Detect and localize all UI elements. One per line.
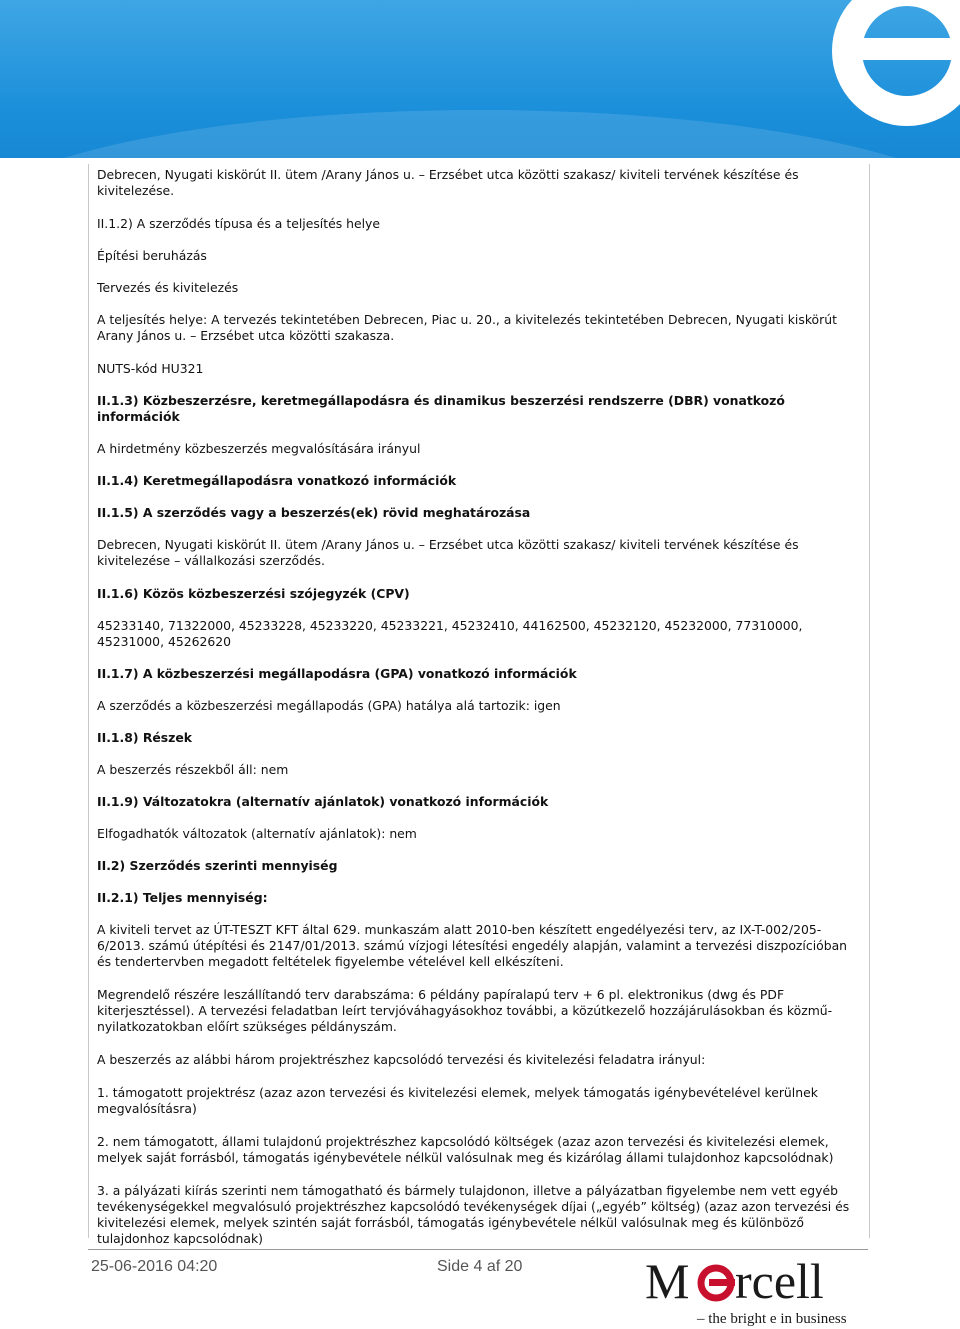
section-heading-short-description: II.1.5) A szerződés vagy a beszerzés(ek) rövid meghatározása bbox=[97, 505, 531, 520]
logo-tagline: – the bright e in business bbox=[697, 1311, 847, 1327]
section-heading-gpa: II.1.7) A közbeszerzési megállapodásra (GPA) vonatkozó információk bbox=[97, 666, 577, 681]
paragraph-project-parts-intro: A beszerzés az alábbi három projektrészhez kapcsolódó tervezési és kivitelezési feladatra irányul: bbox=[97, 1052, 706, 1067]
paragraph-copies: Megrendelő részére leszállítandó terv darabszáma: 6 példány papíralapú terv + 6 pl. elektronikus (dwg és PDF kiterjesztéssel). A tervezési feladatban leírt tervjóváhagyásokhoz további, a közútkezelő hozzájárulásokban és közmű-nyilatkozatokban előírt szükséges példányszám. bbox=[97, 987, 833, 1034]
paragraph-cpv-codes: 45233140, 71322000, 45233228, 45233220, 45233221, 45232410, 44162500, 45232120, 45232000, 77310000, 45231000, 45262620 bbox=[97, 618, 803, 649]
section-heading-framework: II.1.4) Keretmegállapodásra vonatkozó információk bbox=[97, 473, 457, 488]
paragraph-lots: A beszerzés részekből áll: nem bbox=[97, 762, 289, 777]
section-heading-contract-type: II.1.2) A szerződés típusa és a teljesítés helye bbox=[97, 216, 380, 231]
section-heading-quantity: II.2) Szerződés szerinti mennyiség bbox=[97, 858, 338, 873]
marcell-logo bbox=[643, 1252, 868, 1329]
list-item-part-2: 2. nem támogatott, állami tulajdonú projektrészhez kapcsolódó költségek (azaz azon tervezési és kivitelezési elemek, melyek saját forrásból, támogatás igénybevétele nélkül valósulnak meg és kizárólag állami tulajdonhoz kapcsolódnak) bbox=[97, 1134, 834, 1165]
paragraph-construction: Építési beruházás bbox=[97, 248, 207, 263]
paragraph-place-of-performance: A teljesítés helye: A tervezés tekintetében Debrecen, Piac u. 20., a kivitelezés tekintetében Debrecen, Nyugati kiskörút Arany János u. – Erzsébet utca közötti szakasza. bbox=[97, 312, 837, 343]
footer-divider bbox=[88, 1249, 868, 1250]
paragraph-variants: Elfogadhatók változatok (alternatív ajánlatok): nem bbox=[97, 826, 417, 841]
paragraph-design-build: Tervezés és kivitelezés bbox=[97, 280, 239, 295]
logo-wordmark: rcell bbox=[735, 1253, 824, 1309]
paragraph-nuts-code: NUTS-kód HU321 bbox=[97, 361, 204, 376]
document-body bbox=[97, 167, 863, 1264]
header-highlight bbox=[0, 110, 960, 158]
paragraph-design-basis: A kiviteli tervet az ÚT-TESZT KFT által 629. munkaszám alatt 2010-ben készített engedélyezési terv, az IX-T-002/205-6/2013. számú útépítési és 2147/01/2013. számú vízjogi létesítési engedély alapján, valamint a tervezési diszpozícióban és tendertervben megadott feltételek figyelembe vételével kell elkészíteni. bbox=[97, 922, 848, 969]
header-banner bbox=[0, 0, 960, 158]
section-heading-lots: II.1.8) Részek bbox=[97, 730, 193, 745]
list-item-part-3: 3. a pályázati kiírás szerinti nem támogatható és bármely tulajdonon, illetve a pályázatban figyelembe nem vett egyéb tevékenységekkel megvalósuló projektrészhez kapcsolódó tevékenységek díjai („egyéb” költség) (azaz azon tervezési és kivitelezési elemek, melyek szintén saját forrásból, támogatás igénybevétele nélkül valósulnak meg és különböző tulajdonhoz kapcsolódnak) bbox=[97, 1183, 850, 1246]
paragraph-intro: Debrecen, Nyugati kiskörút II. ütem /Arany János u. – Erzsébet utca közötti szakasz/ kiviteli tervének készítése és kivitelezése. bbox=[97, 167, 799, 198]
e-logo-icon bbox=[832, 0, 960, 126]
logo-letter-m: M bbox=[645, 1253, 690, 1309]
section-heading-cpv: II.1.6) Közös közbeszerzési szójegyzék (CPV) bbox=[97, 586, 410, 601]
logo-e-mark-icon bbox=[701, 1268, 735, 1298]
list-item-part-1: 1. támogatott projektrész (azaz azon tervezési és kivitelezési elemek, melyek támogatás igénybevételével kerülnek megvalósításra) bbox=[97, 1085, 818, 1116]
e-logo-bar bbox=[860, 38, 960, 60]
section-heading-variants: II.1.9) Változatokra (alternatív ajánlatok) vonatkozó információk bbox=[97, 794, 549, 809]
footer-timestamp: 25-06-2016 04:20 bbox=[91, 1258, 218, 1275]
section-heading-total-quantity: II.2.1) Teljes mennyiség: bbox=[97, 890, 268, 905]
paragraph-notice-purpose: A hirdetmény közbeszerzés megvalósítására irányul bbox=[97, 441, 421, 456]
footer-page-number: Side 4 af 20 bbox=[437, 1258, 523, 1275]
paragraph-gpa: A szerződés a közbeszerzési megállapodás (GPA) hatálya alá tartozik: igen bbox=[97, 698, 561, 713]
section-heading-dbr: II.1.3) Közbeszerzésre, keretmegállapodásra és dinamikus beszerzési rendszerre (DBR) vonatkozó információk bbox=[97, 393, 785, 424]
paragraph-short-description: Debrecen, Nyugati kiskörút II. ütem /Arany János u. – Erzsébet utca közötti szakasz/ kiviteli tervének készítése és kivitelezése – vállalkozási szerződés. bbox=[97, 537, 799, 568]
